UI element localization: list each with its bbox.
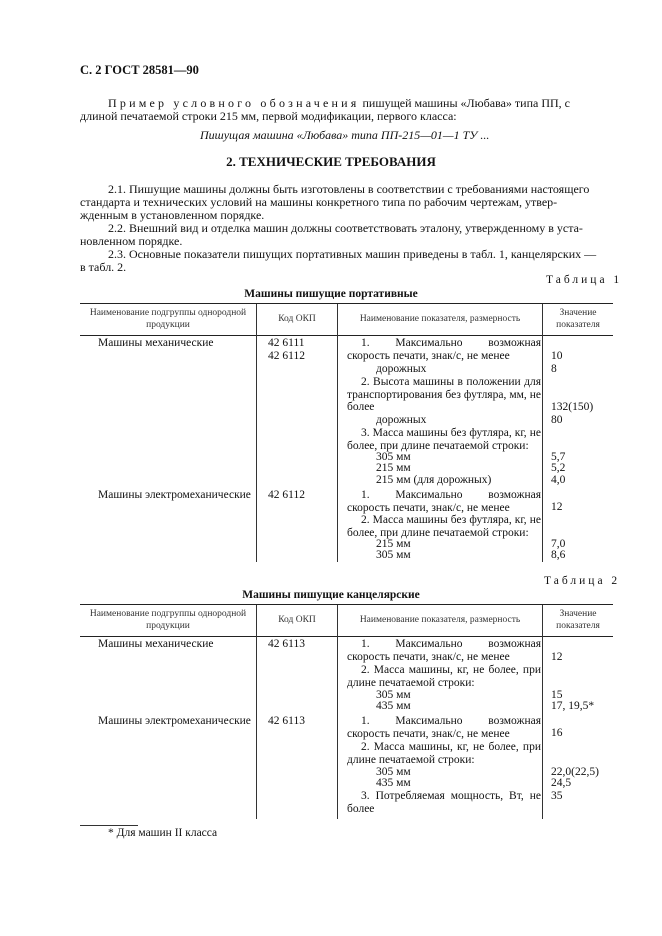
footnote-separator [80, 825, 138, 826]
table2-header-col3: Наименование показателя, размерность [359, 615, 521, 625]
table2-header-col1: Наименование подгруппы однородной продукции [89, 609, 247, 631]
table1-item-3b: 215 мм [376, 462, 411, 474]
table1 [80, 303, 613, 562]
example-line-1-rest: пишущей машины «Любава» типа ПП, с [362, 96, 570, 110]
table2-eitem-1: 1. Максимально возможная скорость печати, знак/с, не менее [347, 715, 541, 740]
table2-eitem-3: 3. Потребляемая мощность, Вт, не более [347, 790, 541, 815]
table1-item-2b: дорожных [376, 414, 427, 426]
table1-label: Таблица 1 [546, 274, 623, 286]
table2-evalue-3: 35 [551, 790, 563, 802]
table2-value-2b: 17, 19,5* [551, 700, 595, 712]
table1-value-3b: 5,2 [551, 462, 566, 474]
table2-value-1: 12 [551, 651, 563, 663]
table2-item-2a: 305 мм [376, 689, 411, 701]
table1-eitem-1: 1. Максимально возможная скорость печати, знак/с, не менее [347, 489, 541, 514]
table2-header-col2: Код ОКП [278, 615, 316, 625]
table1-value-1b: 8 [551, 363, 557, 375]
table2-caption: Машины пишущие канцелярские [242, 589, 420, 601]
table2-evalue-2a: 22,0(22,5) [551, 766, 599, 778]
para-2-2-line1: 2.2. Внешний вид и отделка машин должны соответствовать эталону, утвержденному в уста- [108, 221, 583, 235]
table1-group-mechanical: Машины механические [98, 337, 214, 349]
table2-code-1: 42 6113 [268, 638, 305, 650]
table1-eitem-2: 2. Масса машины без футляра, кг, не более, при длине печатаемой строки: [347, 514, 541, 539]
table1-item-1: 1. Максимально возможная скорость печати, знак/с, не менее [347, 337, 541, 362]
table1-item-2: 2. Высота машины в положении для транспортирования без футляра, мм, не более [347, 376, 541, 414]
table2-eitem-2b: 435 мм [376, 777, 411, 789]
para-2-3-line1: 2.3. Основные показатели пишущих портативных машин приведены в табл. 1, канцелярских — [108, 247, 597, 261]
para-2-2-line2: новленном порядке. [80, 234, 183, 248]
table2-group-mechanical: Машины механические [98, 638, 214, 650]
para-2-1-line2: стандарта и технических условий на машины конкретного типа по рабочим чертежам, утвер- [80, 195, 558, 209]
table1-eitem-2b: 305 мм [376, 549, 411, 561]
table2-label: Таблица 2 [544, 575, 621, 587]
table1-item-3a: 305 мм [376, 451, 411, 463]
table1-value-1: 10 [551, 350, 563, 362]
para-2-1-line1: 2.1. Пишущие машины должны быть изготовлены в соответствии с требованиями настоящего [108, 182, 590, 196]
table2-item-1: 1. Максимально возможная скорость печати, знак/с, не менее [347, 638, 541, 663]
table1-evalue-2b: 8,6 [551, 549, 566, 561]
table1-item-1b: дорожных [376, 363, 427, 375]
table1-code-1b: 42 6112 [268, 350, 305, 362]
table1-code-1a: 42 6111 [268, 337, 305, 349]
example-spaced-label: Пример условного обозначения [108, 96, 360, 110]
table2-evalue-2b: 24,5 [551, 777, 572, 789]
table1-value-3c: 4,0 [551, 474, 566, 486]
para-2-3-line2: в табл. 2. [80, 260, 127, 274]
table2-code-2: 42 6113 [268, 715, 305, 727]
table2-evalue-1: 16 [551, 727, 563, 739]
table1-evalue-2a: 7,0 [551, 538, 566, 550]
table1-header-col2: Код ОКП [278, 314, 316, 324]
table1-header-col3: Наименование показателя, размерность [359, 314, 521, 324]
table2-header-col4: Значение показателя [556, 609, 600, 631]
table1-evalue-1: 12 [551, 501, 563, 513]
table1-group-electromechanical: Машины электромеханические [98, 489, 251, 501]
example-designation: Пишущая машина «Любава» типа ПП-215—01—1 ТУ ... [200, 128, 490, 142]
table2-group-electromechanical: Машины электромеханические [98, 715, 251, 727]
table1-eitem-2a: 215 мм [376, 538, 411, 550]
table2-eitem-2: 2. Масса машины, кг, не более, при длине печатаемой строки: [347, 741, 541, 766]
table1-code-2: 42 6112 [268, 489, 305, 501]
table1-header-col1: Наименование подгруппы однородной продукции [89, 308, 247, 330]
table1-value-3a: 5,7 [551, 451, 566, 463]
section-title: 2. ТЕХНИЧЕСКИЕ ТРЕБОВАНИЯ [226, 154, 436, 169]
table1-value-2: 132(150) [551, 401, 594, 413]
table2-value-2a: 15 [551, 689, 563, 701]
table2-item-2b: 435 мм [376, 700, 411, 712]
footnote: * Для машин II класса [108, 827, 218, 839]
example-line-2: длиной печатаемой строки 215 мм, первой модификации, первого класса: [80, 109, 457, 123]
para-2-1-line3: жденным в установленном порядке. [80, 208, 265, 222]
table1-item-3: 3. Масса машины без футляра, кг, не более, при длине печатаемой строки: [347, 427, 541, 452]
table1-caption: Машины пишущие портативные [244, 288, 418, 300]
table1-item-3c: 215 мм (для дорожных) [376, 474, 492, 486]
page-header: С. 2 ГОСТ 28581—90 [80, 63, 199, 77]
table2-eitem-2a: 305 мм [376, 766, 411, 778]
table2-item-2: 2. Масса машины, кг, не более, при длине печатаемой строки: [347, 664, 541, 689]
table2 [80, 604, 613, 819]
table1-value-2b: 80 [551, 414, 563, 426]
table1-header-col4: Значение показателя [556, 308, 600, 330]
